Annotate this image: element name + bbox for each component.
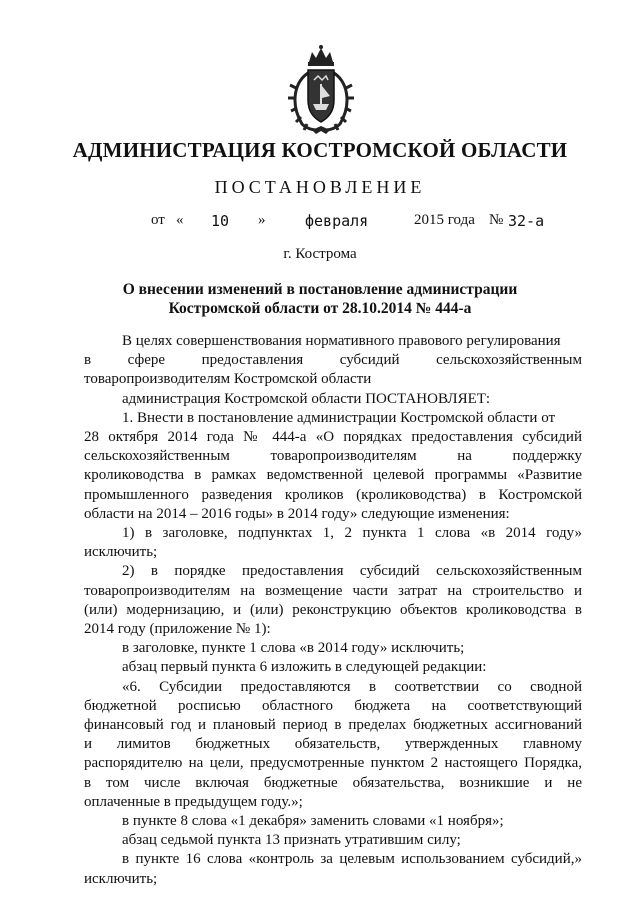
title-line: О внесении изменений в постановление администрации	[122, 281, 518, 298]
body-line: 1. Внести в постановление администрации Костромской области от	[122, 409, 556, 426]
body-line: администрация Костромской области ПОСТАНОВЛЯЕТ:	[122, 390, 491, 407]
body-line: области на 2014 – 2016 годы» в 2014 году» следующие изменения:	[84, 505, 510, 522]
body-line: исключить;	[84, 870, 158, 887]
body-line: промышленного разведения кроликов (кролиководства) в Костромской	[84, 486, 582, 503]
date-day: 10	[211, 212, 230, 230]
body-line: абзац первый пункта 6 изложить в следующей редакции:	[122, 659, 487, 676]
organization-name: АДМИНИСТРАЦИЯ КОСТРОМСКОЙ ОБЛАСТИ	[72, 138, 568, 162]
body-line: в том числе включая бюджетные обязательства, возникшие и не	[84, 774, 582, 791]
coat-of-arms-emblem	[286, 44, 356, 136]
body-line: 1) в заголовке, подпунктах 1, 2 пункта 1 слова «в 2014 году»	[122, 525, 582, 542]
body-line: товаропроизводителям на возмещение части затрат на строительство и	[84, 582, 582, 599]
body-line: исключить;	[84, 544, 158, 561]
document-number: 32-а	[508, 212, 545, 230]
title-line: Костромской области от 28.10.2014 № 444-а	[168, 300, 472, 317]
body-line: товаропроизводителям Костромской области	[84, 371, 372, 388]
body-line: кролиководства в рамках ведомственной целевой программы «Развитие	[84, 467, 582, 484]
body-line: В целях совершенствования нормативного правового регулирования	[122, 333, 561, 349]
body-line: оплаченные в предыдущем году.»;	[84, 793, 303, 810]
number-sign: №	[489, 212, 504, 228]
body-line: бюджетной росписью областного бюджета на соответствующий	[84, 697, 582, 714]
body-line: распорядителю на цели, предусмотренные пунктом 2 настоящего Порядка,	[84, 755, 582, 772]
body-line: сельскохозяйственным товаропроизводителям на поддержку	[84, 448, 582, 465]
body-line: 2014 году (приложение № 1):	[84, 621, 271, 638]
body-line: абзац седьмой пункта 13 признать утратившим силу;	[122, 832, 461, 849]
body-line: (или) модернизацию, и (или) реконструкцию объектов кролиководства в	[84, 601, 582, 618]
date-month: февраля	[305, 212, 369, 230]
body-line: финансовый год и плановый период в пределах бюджетных ассигнований	[84, 717, 582, 734]
body-line: в пункте 8 слова «1 декабря» заменить словами «1 ноября»;	[122, 813, 504, 830]
body-line: и лимитов бюджетных обязательств, утвержденных главному	[84, 736, 582, 753]
date-close-quote: »	[258, 212, 266, 228]
document-type: ПОСТАНОВЛЕНИЕ	[214, 177, 426, 197]
body-line: в пункте 16 слова «контроль за целевым использованием субсидий,»	[122, 851, 582, 868]
document-title	[0, 280, 640, 318]
document-body	[84, 332, 582, 889]
city-name: г. Кострома	[283, 246, 357, 262]
body-line: 28 октября 2014 года № 444-а «О порядках предоставления субсидий	[84, 429, 582, 446]
date-open-quote: «	[176, 212, 184, 228]
date-number-line	[0, 212, 640, 234]
body-line: в заголовке, пункте 1 слова «в 2014 году» исключить;	[122, 640, 465, 657]
body-line: «6. Субсидии предоставляются в соответствии со сводной	[122, 678, 582, 695]
date-prefix: от	[151, 212, 165, 228]
body-line: 2) в порядке предоставления субсидий сельскохозяйственным	[122, 563, 582, 580]
date-year: 2015 года	[414, 212, 475, 228]
body-line: в сфере предоставления субсидий сельскохозяйственным	[84, 352, 582, 369]
